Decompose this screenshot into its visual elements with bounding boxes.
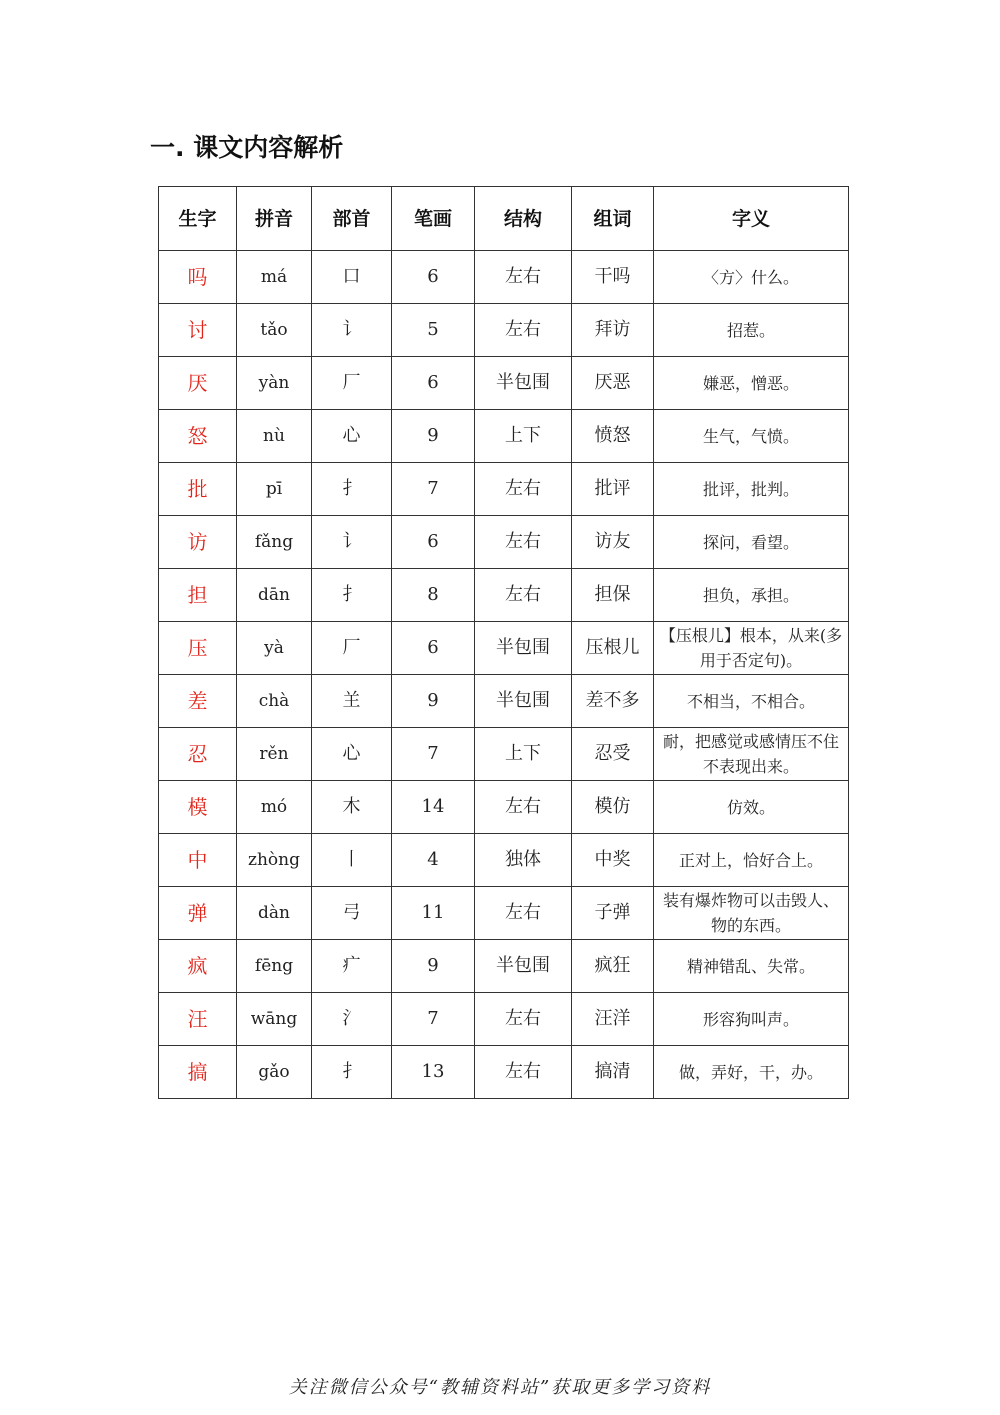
word-cell: 模仿 xyxy=(572,781,654,834)
strokes-cell: 7 xyxy=(392,993,475,1046)
strokes-cell: 9 xyxy=(392,410,475,463)
column-header: 拼音 xyxy=(237,187,312,251)
strokes-cell: 9 xyxy=(392,675,475,728)
table-row xyxy=(159,410,849,463)
strokes-cell: 14 xyxy=(392,781,475,834)
table-row xyxy=(159,940,849,993)
table-row xyxy=(159,304,849,357)
structure-cell: 左右 xyxy=(475,781,572,834)
structure-cell: 半包围 xyxy=(475,622,572,675)
structure-cell: 上下 xyxy=(475,410,572,463)
radical-cell: 讠 xyxy=(312,304,392,357)
radical-cell: 口 xyxy=(312,251,392,304)
meaning-cell: 精神错乱、失常。 xyxy=(654,940,849,993)
radical-cell: 扌 xyxy=(312,1046,392,1099)
pinyin-cell: pī xyxy=(237,463,312,516)
radical-cell: 丨 xyxy=(312,834,392,887)
column-header: 组词 xyxy=(572,187,654,251)
table-row xyxy=(159,357,849,410)
char-cell: 吗 xyxy=(159,251,237,304)
column-header: 生字 xyxy=(159,187,237,251)
structure-cell: 左右 xyxy=(475,251,572,304)
table-row xyxy=(159,463,849,516)
char-cell: 访 xyxy=(159,516,237,569)
table-row xyxy=(159,728,849,781)
table-row xyxy=(159,516,849,569)
structure-cell: 半包围 xyxy=(475,357,572,410)
table-row xyxy=(159,569,849,622)
pinyin-cell: dān xyxy=(237,569,312,622)
strokes-cell: 11 xyxy=(392,887,475,940)
strokes-cell: 6 xyxy=(392,516,475,569)
table-row xyxy=(159,622,849,675)
radical-cell: 厂 xyxy=(312,622,392,675)
column-header: 结构 xyxy=(475,187,572,251)
char-cell: 疯 xyxy=(159,940,237,993)
word-cell: 子弹 xyxy=(572,887,654,940)
radical-cell: 木 xyxy=(312,781,392,834)
word-cell: 担保 xyxy=(572,569,654,622)
char-cell: 搞 xyxy=(159,1046,237,1099)
strokes-cell: 13 xyxy=(392,1046,475,1099)
strokes-cell: 6 xyxy=(392,622,475,675)
strokes-cell: 7 xyxy=(392,728,475,781)
table-header-row xyxy=(159,187,849,251)
pinyin-cell: mó xyxy=(237,781,312,834)
char-cell: 模 xyxy=(159,781,237,834)
structure-cell: 左右 xyxy=(475,569,572,622)
pinyin-cell: yà xyxy=(237,622,312,675)
word-cell: 差不多 xyxy=(572,675,654,728)
column-header: 笔画 xyxy=(392,187,475,251)
pinyin-cell: má xyxy=(237,251,312,304)
strokes-cell: 6 xyxy=(392,251,475,304)
meaning-cell: 仿效。 xyxy=(654,781,849,834)
word-cell: 忍受 xyxy=(572,728,654,781)
radical-cell: 疒 xyxy=(312,940,392,993)
meaning-cell: 担负，承担。 xyxy=(654,569,849,622)
meaning-cell: 做，弄好，干，办。 xyxy=(654,1046,849,1099)
word-cell: 拜访 xyxy=(572,304,654,357)
strokes-cell: 9 xyxy=(392,940,475,993)
char-cell: 担 xyxy=(159,569,237,622)
pinyin-cell: tǎo xyxy=(237,304,312,357)
pinyin-cell: zhòng xyxy=(237,834,312,887)
structure-cell: 左右 xyxy=(475,887,572,940)
meaning-cell: 形容狗叫声。 xyxy=(654,993,849,1046)
structure-cell: 左右 xyxy=(475,463,572,516)
meaning-cell: 【压根儿】根本，从来(多用于否定句)。 xyxy=(654,622,849,675)
radical-cell: 厂 xyxy=(312,357,392,410)
char-cell: 批 xyxy=(159,463,237,516)
structure-cell: 左右 xyxy=(475,516,572,569)
strokes-cell: 5 xyxy=(392,304,475,357)
radical-cell: 讠 xyxy=(312,516,392,569)
char-cell: 中 xyxy=(159,834,237,887)
word-cell: 访友 xyxy=(572,516,654,569)
section-title: 一. 课文内容解析 xyxy=(150,133,344,162)
char-cell: 忍 xyxy=(159,728,237,781)
column-header: 字义 xyxy=(654,187,849,251)
meaning-cell: 嫌恶，憎恶。 xyxy=(654,357,849,410)
strokes-cell: 8 xyxy=(392,569,475,622)
radical-cell: 扌 xyxy=(312,463,392,516)
meaning-cell: 批评，批判。 xyxy=(654,463,849,516)
footer-note: 关注微信公众号“教辅资料站”获取更多学习资料 xyxy=(288,1377,712,1398)
meaning-cell: 〈方〉什么。 xyxy=(654,251,849,304)
char-cell: 汪 xyxy=(159,993,237,1046)
meaning-cell: 招惹。 xyxy=(654,304,849,357)
radical-cell: 心 xyxy=(312,728,392,781)
structure-cell: 左右 xyxy=(475,304,572,357)
word-cell: 厌恶 xyxy=(572,357,654,410)
meaning-cell: 装有爆炸物可以击毁人、物的东西。 xyxy=(654,887,849,940)
table-row xyxy=(159,781,849,834)
char-cell: 差 xyxy=(159,675,237,728)
table-body xyxy=(159,251,849,1099)
table-row xyxy=(159,887,849,940)
pinyin-cell: gǎo xyxy=(237,1046,312,1099)
pinyin-cell: fēng xyxy=(237,940,312,993)
pinyin-cell: wāng xyxy=(237,993,312,1046)
pinyin-cell: yàn xyxy=(237,357,312,410)
radical-cell: 氵 xyxy=(312,993,392,1046)
strokes-cell: 4 xyxy=(392,834,475,887)
word-cell: 愤怒 xyxy=(572,410,654,463)
structure-cell: 半包围 xyxy=(475,940,572,993)
meaning-cell: 生气，气愤。 xyxy=(654,410,849,463)
vocabulary-table xyxy=(158,186,849,1099)
meaning-cell: 探问，看望。 xyxy=(654,516,849,569)
meaning-cell: 不相当，不相合。 xyxy=(654,675,849,728)
char-cell: 弹 xyxy=(159,887,237,940)
structure-cell: 左右 xyxy=(475,993,572,1046)
meaning-cell: 耐，把感觉或感情压不住不表现出来。 xyxy=(654,728,849,781)
char-cell: 讨 xyxy=(159,304,237,357)
table-row xyxy=(159,1046,849,1099)
word-cell: 批评 xyxy=(572,463,654,516)
strokes-cell: 7 xyxy=(392,463,475,516)
pinyin-cell: rěn xyxy=(237,728,312,781)
table-row xyxy=(159,993,849,1046)
word-cell: 干吗 xyxy=(572,251,654,304)
pinyin-cell: chà xyxy=(237,675,312,728)
char-cell: 怒 xyxy=(159,410,237,463)
radical-cell: 扌 xyxy=(312,569,392,622)
structure-cell: 上下 xyxy=(475,728,572,781)
table-row xyxy=(159,251,849,304)
table-row xyxy=(159,834,849,887)
radical-cell: 心 xyxy=(312,410,392,463)
radical-cell: 𦍌 xyxy=(312,675,392,728)
table-row xyxy=(159,675,849,728)
pinyin-cell: nù xyxy=(237,410,312,463)
strokes-cell: 6 xyxy=(392,357,475,410)
word-cell: 汪洋 xyxy=(572,993,654,1046)
char-cell: 压 xyxy=(159,622,237,675)
pinyin-cell: dàn xyxy=(237,887,312,940)
word-cell: 中奖 xyxy=(572,834,654,887)
char-cell: 厌 xyxy=(159,357,237,410)
structure-cell: 独体 xyxy=(475,834,572,887)
radical-cell: 弓 xyxy=(312,887,392,940)
word-cell: 搞清 xyxy=(572,1046,654,1099)
structure-cell: 左右 xyxy=(475,1046,572,1099)
word-cell: 疯狂 xyxy=(572,940,654,993)
word-cell: 压根儿 xyxy=(572,622,654,675)
pinyin-cell: fǎng xyxy=(237,516,312,569)
meaning-cell: 正对上，恰好合上。 xyxy=(654,834,849,887)
structure-cell: 半包围 xyxy=(475,675,572,728)
column-header: 部首 xyxy=(312,187,392,251)
